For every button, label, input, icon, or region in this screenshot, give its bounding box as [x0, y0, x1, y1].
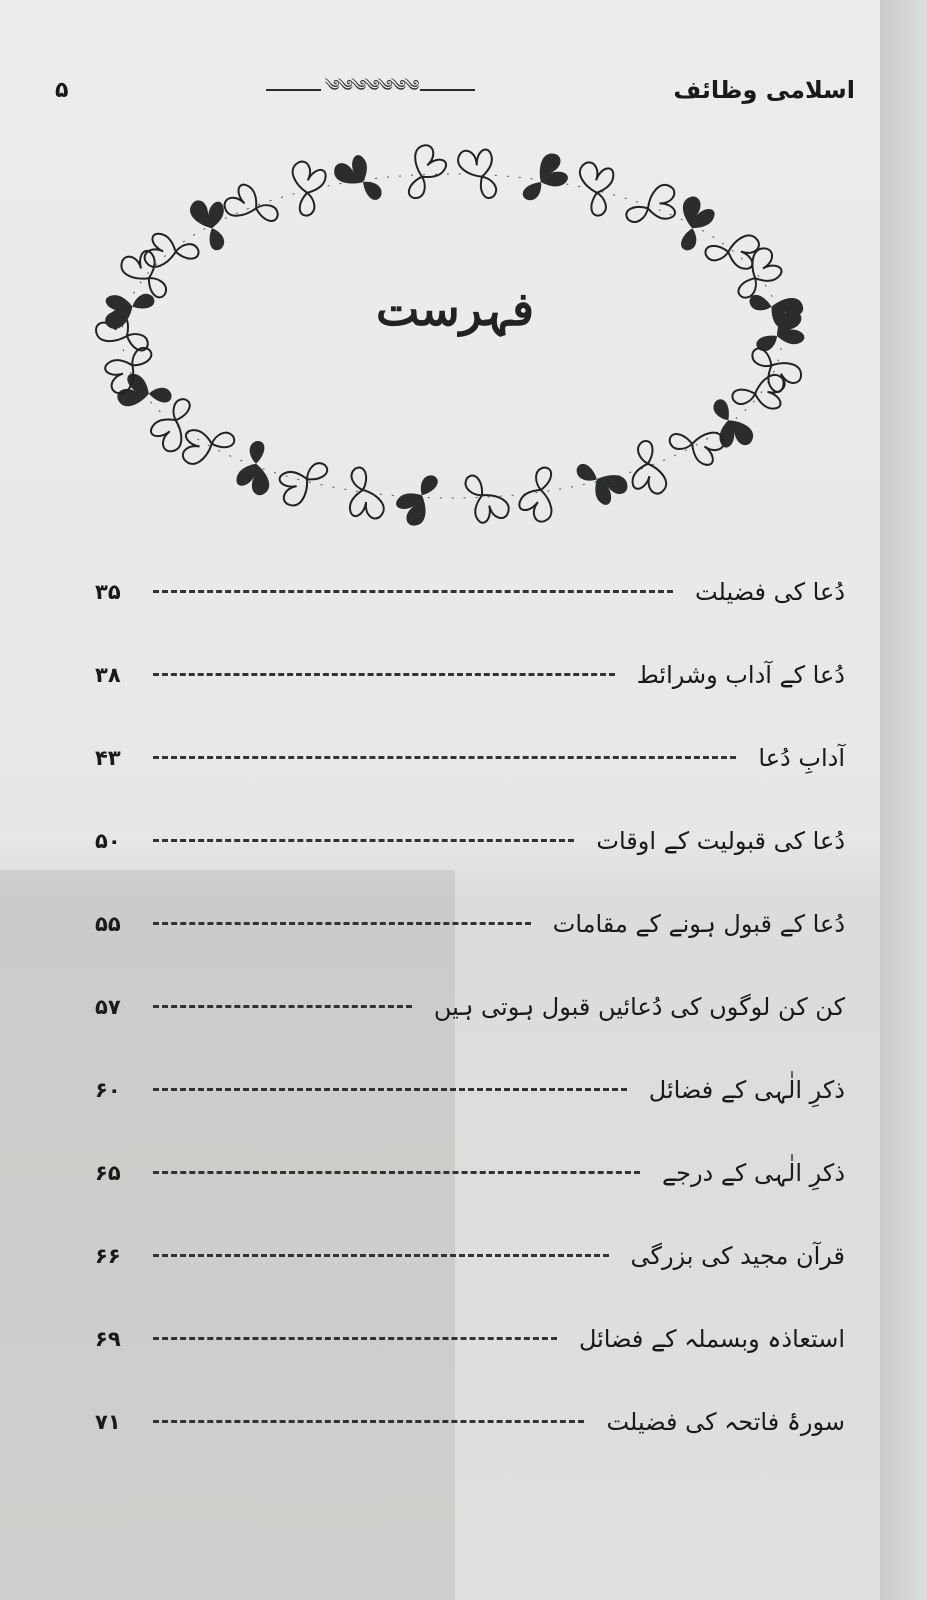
dotted-leader [153, 1088, 627, 1091]
toc-entry [95, 965, 845, 1048]
toc-heading: فہرست [375, 282, 535, 336]
clover-leaf [514, 149, 576, 210]
table-of-contents [95, 550, 845, 1463]
clover-leaf [743, 339, 805, 399]
dotted-leader [153, 1337, 557, 1340]
rule-line [266, 89, 321, 91]
toc-entry-page: ۶۶ [95, 1243, 121, 1268]
page-edge-background [880, 0, 927, 1600]
clover-leaf [272, 452, 335, 509]
toc-entry-page: ۳۵ [95, 579, 121, 604]
clover-leaf [178, 422, 238, 466]
toc-entry-page: ۵۰ [95, 828, 121, 853]
toc-entry-page: ۶۹ [95, 1326, 121, 1351]
toc-entry-page: ۷۱ [95, 1409, 121, 1434]
toc-entry [95, 1214, 845, 1297]
toc-entry [95, 1131, 845, 1214]
toc-entry-title: آدابِ دُعا [758, 743, 845, 772]
toc-entry-page: ۶۵ [95, 1160, 121, 1185]
clover-leaf [666, 424, 726, 468]
ornament-glyphs: ༄༄༄༄༄༄༄ [324, 75, 418, 95]
clover-leaf [455, 142, 508, 204]
toc-entry-title: استعاذہ وبسملہ کے فضائل [578, 1324, 845, 1353]
toc-entry [95, 1297, 845, 1380]
header-ornament-rule [82, 75, 659, 101]
clover-leaf [621, 182, 683, 234]
running-head [55, 70, 855, 110]
clover-leaf [730, 374, 788, 415]
toc-entry-page: ۵۷ [95, 994, 121, 1019]
dotted-leader [153, 1171, 640, 1174]
dotted-leader [153, 1420, 584, 1423]
toc-entry-page: ۳۸ [95, 662, 121, 687]
floral-wreath-frame [82, 142, 822, 530]
toc-entry-title: سورۂ فاتحہ کی فضیلت [606, 1407, 845, 1436]
wreath-leaves [92, 142, 812, 530]
toc-entry-title: دُعا کی فضیلت [694, 577, 845, 606]
toc-entry-page: ۵۵ [95, 911, 121, 936]
dotted-leader [153, 922, 531, 925]
clover-leaf [455, 468, 513, 530]
toc-entry [95, 716, 845, 799]
toc-entry-title: دُعا کی قبولیت کے اوقات [596, 826, 845, 855]
clover-leaf [516, 464, 561, 524]
page-number: ۵ [55, 77, 69, 103]
dotted-leader [153, 1254, 609, 1257]
clover-leaf [579, 161, 615, 217]
toc-entry-title: دُعا کے آداب وشرائط [636, 660, 845, 689]
toc-entry-page: ۴۳ [95, 745, 121, 770]
toc-entry [95, 633, 845, 716]
clover-leaf [398, 142, 451, 205]
clover-leaf [330, 148, 392, 209]
clover-leaf [222, 180, 284, 232]
toc-entry-title: کن کن لوگوں کی دُعائیں قبول ہوتی ہیں [433, 992, 845, 1021]
clover-leaf [568, 453, 631, 510]
toc-entry-title: دُعا کے قبول ہونے کے مقامات [552, 909, 845, 938]
toc-entry [95, 1048, 845, 1131]
clover-leaf [144, 233, 199, 268]
toc-entry-title: قرآن مجید کی بزرگی [630, 1241, 845, 1270]
toc-entry [95, 550, 845, 633]
rule-line [420, 89, 475, 91]
toc-entry [95, 1380, 845, 1463]
clover-leaf [390, 467, 448, 530]
toc-entry-title: ذکرِ الٰہی کے فضائل [648, 1075, 845, 1104]
dotted-leader [153, 756, 736, 759]
toc-entry [95, 882, 845, 965]
dotted-leader [153, 590, 673, 593]
dotted-leader [153, 1005, 412, 1008]
dotted-leader [153, 673, 615, 676]
clover-leaf [341, 464, 386, 524]
toc-entry-page: ۶۰ [95, 1077, 121, 1102]
clover-leaf [98, 337, 160, 397]
toc-entry [95, 799, 845, 882]
clover-leaf [235, 439, 275, 496]
clover-leaf [290, 161, 326, 217]
toc-entry-title: ذکرِ الٰہی کے درجے [662, 1158, 845, 1187]
clover-leaf [628, 439, 668, 496]
book-title: اسلامی وظائف [673, 76, 855, 104]
dotted-leader [153, 839, 574, 842]
